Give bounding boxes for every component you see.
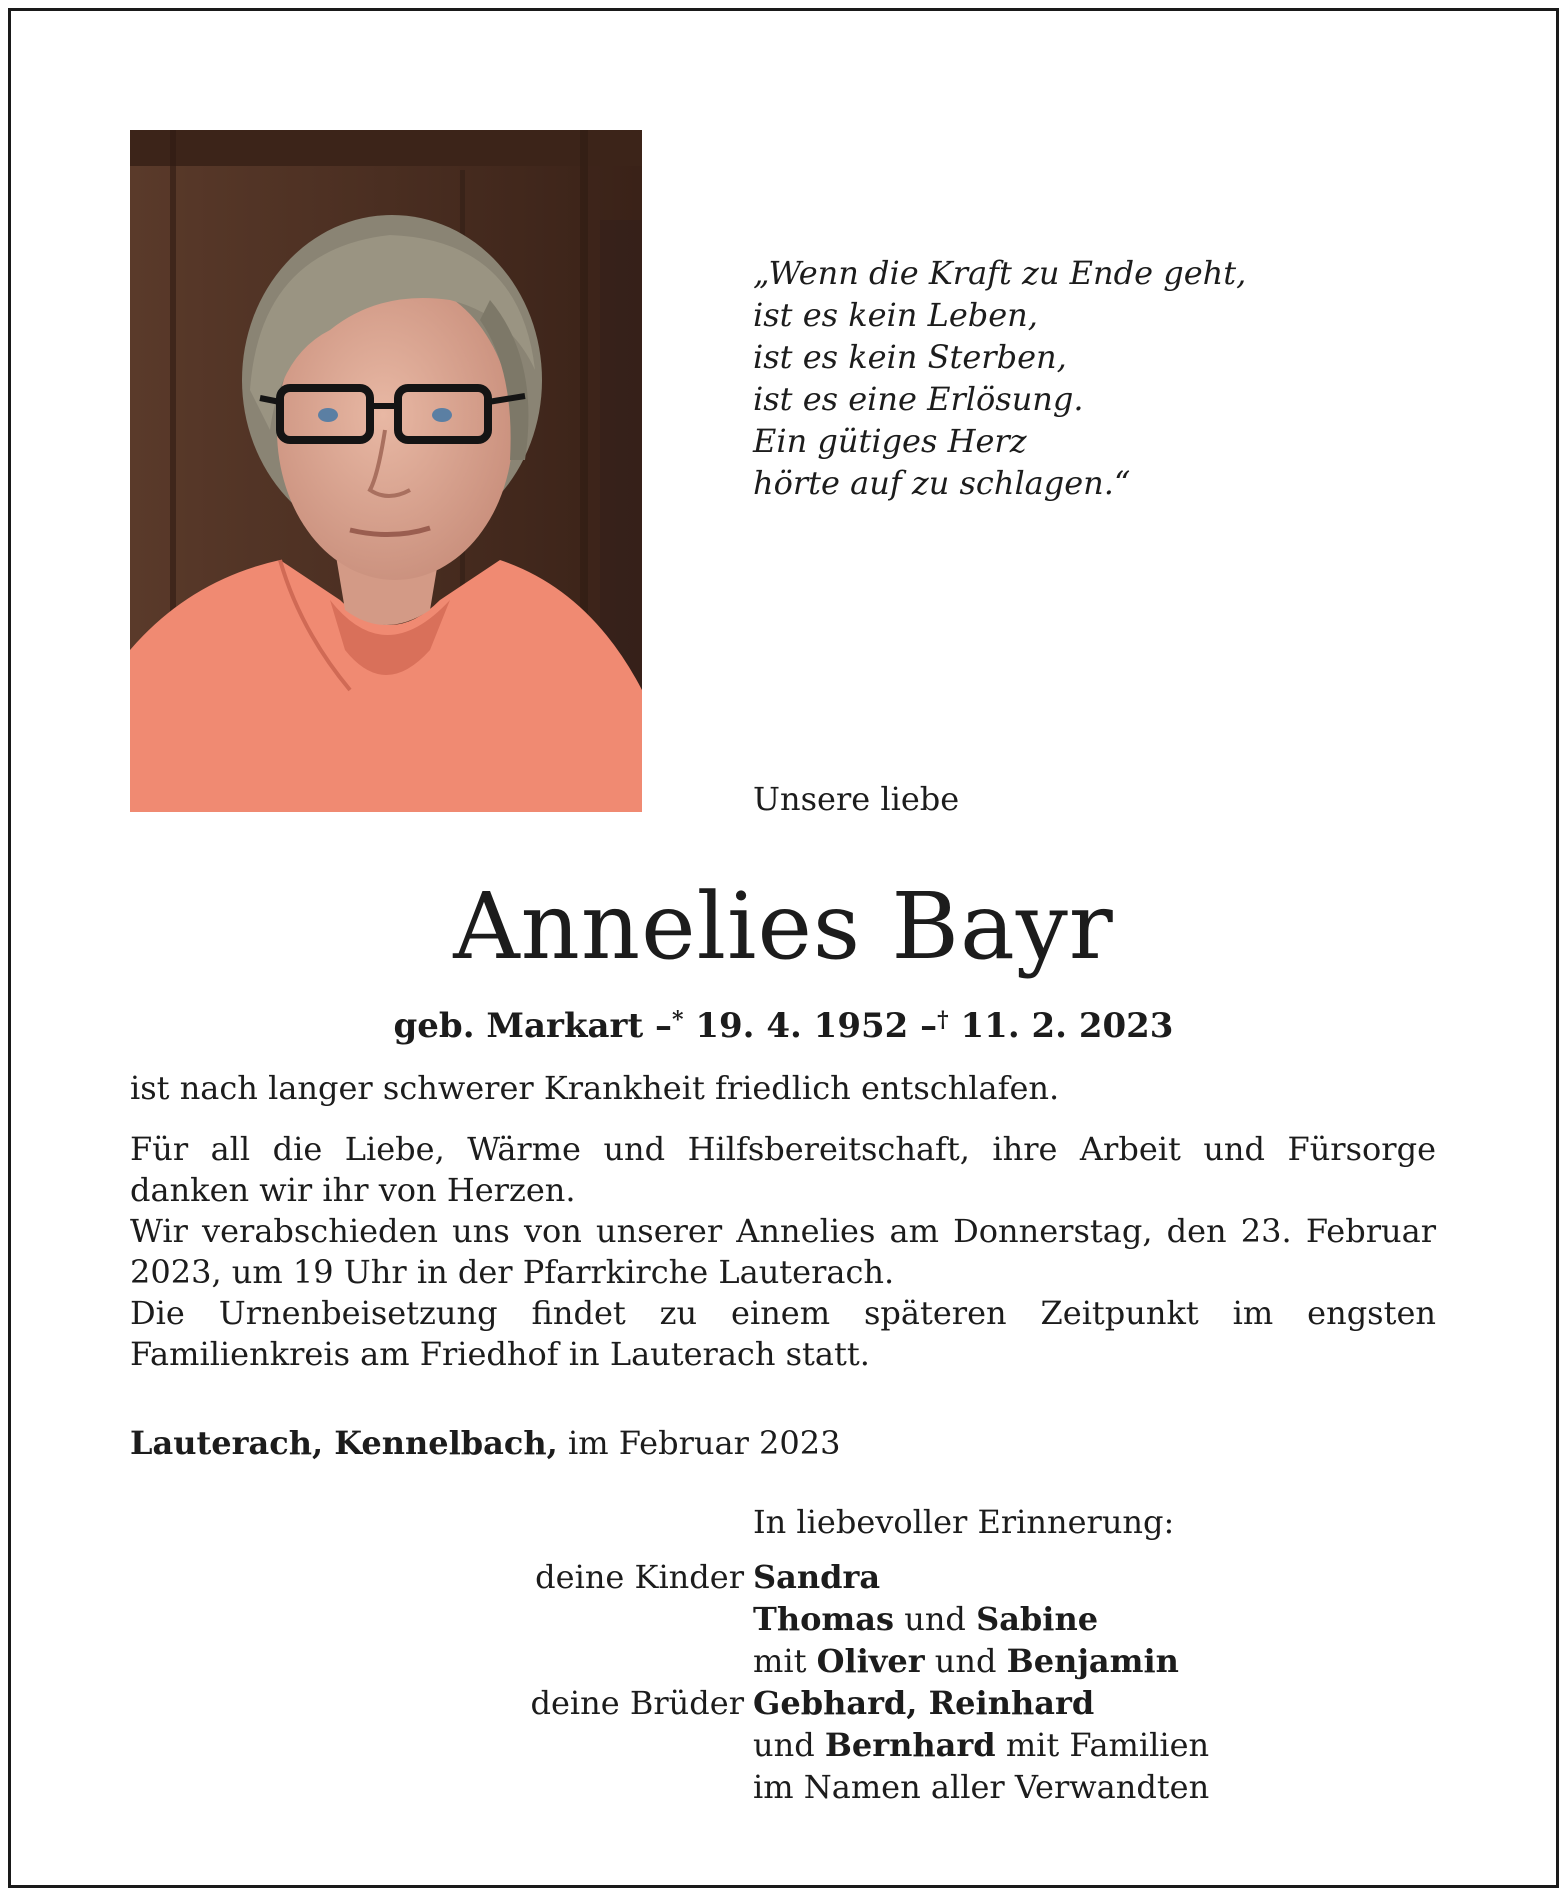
burial-paragraph: Die Urnenbeisetzung findet zu einem späteren Zeitpunkt im engsten Familienkreis am Friedhof in Lauterach statt. bbox=[130, 1294, 1436, 1373]
birth-date: 19. 4. 1952 bbox=[695, 1006, 909, 1046]
died-symbol: † bbox=[937, 1007, 949, 1033]
signer-sabine: Sabine bbox=[976, 1600, 1099, 1638]
signature-row bbox=[330, 1598, 1430, 1640]
connector: und bbox=[934, 1642, 997, 1680]
quote-line: hörte auf zu schlagen.“ bbox=[753, 464, 1131, 502]
dash: – bbox=[920, 1006, 938, 1046]
memory-heading: In liebevoller Erinnerung: bbox=[753, 1503, 1175, 1541]
intro-text: Unsere liebe bbox=[753, 780, 960, 818]
signature-row bbox=[330, 1766, 1430, 1808]
signer-gebhard-reinhard: Gebhard, Reinhard bbox=[753, 1684, 1095, 1722]
signer-thomas: Thomas bbox=[753, 1600, 895, 1638]
quote-line: Ein gütiges Herz bbox=[753, 422, 1027, 460]
connector: mit bbox=[753, 1642, 807, 1680]
signature-row bbox=[330, 1640, 1430, 1682]
quote-line: ist es kein Leben, bbox=[753, 296, 1038, 334]
signer-benjamin: Benjamin bbox=[1006, 1642, 1179, 1680]
passing-statement: ist nach langer schwerer Krankheit friedlich entschlafen. bbox=[130, 1069, 1060, 1107]
birth-name: geb. Markart bbox=[393, 1006, 644, 1046]
with-families: mit Familien bbox=[1005, 1726, 1210, 1764]
farewell-paragraph: Wir verabschieden uns von unserer Annelies am Donnerstag, den 23. Februar 2023, um 19 Uhr in der Pfarrkirche Lauterach. bbox=[130, 1212, 1436, 1291]
closing-line: im Namen aller Verwandten bbox=[753, 1768, 1210, 1806]
signature-row bbox=[330, 1682, 1430, 1724]
quote-line: ist es kein Sterben, bbox=[753, 338, 1067, 376]
memorial-quote bbox=[753, 252, 1453, 504]
signer-oliver: Oliver bbox=[816, 1642, 925, 1680]
obituary-text bbox=[130, 1068, 1436, 1375]
born-symbol: * bbox=[672, 1007, 684, 1033]
quote-line: ist es eine Erlösung. bbox=[753, 380, 1084, 418]
quote-line: „Wenn die Kraft zu Ende geht, bbox=[753, 254, 1247, 292]
connector: und bbox=[753, 1726, 815, 1764]
life-dates bbox=[0, 998, 1567, 1048]
place-and-date bbox=[130, 1424, 840, 1462]
signatures bbox=[330, 1556, 1430, 1808]
deceased-name: Annelies Bayr bbox=[453, 873, 1114, 980]
death-date: 11. 2. 2023 bbox=[960, 1006, 1174, 1046]
brueder-label: deine Brüder bbox=[530, 1684, 744, 1722]
signer-bernhard: Bernhard bbox=[824, 1726, 996, 1764]
connector: und bbox=[904, 1600, 966, 1638]
portrait-photo bbox=[130, 130, 642, 812]
signature-row bbox=[330, 1556, 1430, 1598]
place-towns: Lauterach, Kennelbach, bbox=[130, 1424, 558, 1462]
portrait-illustration bbox=[130, 130, 642, 812]
place-date: im Februar 2023 bbox=[567, 1424, 841, 1462]
signer-sandra: Sandra bbox=[753, 1558, 881, 1596]
kinder-label: deine Kinder bbox=[535, 1558, 744, 1596]
signature-row bbox=[330, 1724, 1430, 1766]
thanks-paragraph: Für all die Liebe, Wärme und Hilfsbereitschaft, ihre Arbeit und Fürsorge danken wir ihr von Herzen. bbox=[130, 1130, 1436, 1209]
dash: – bbox=[655, 1006, 672, 1046]
